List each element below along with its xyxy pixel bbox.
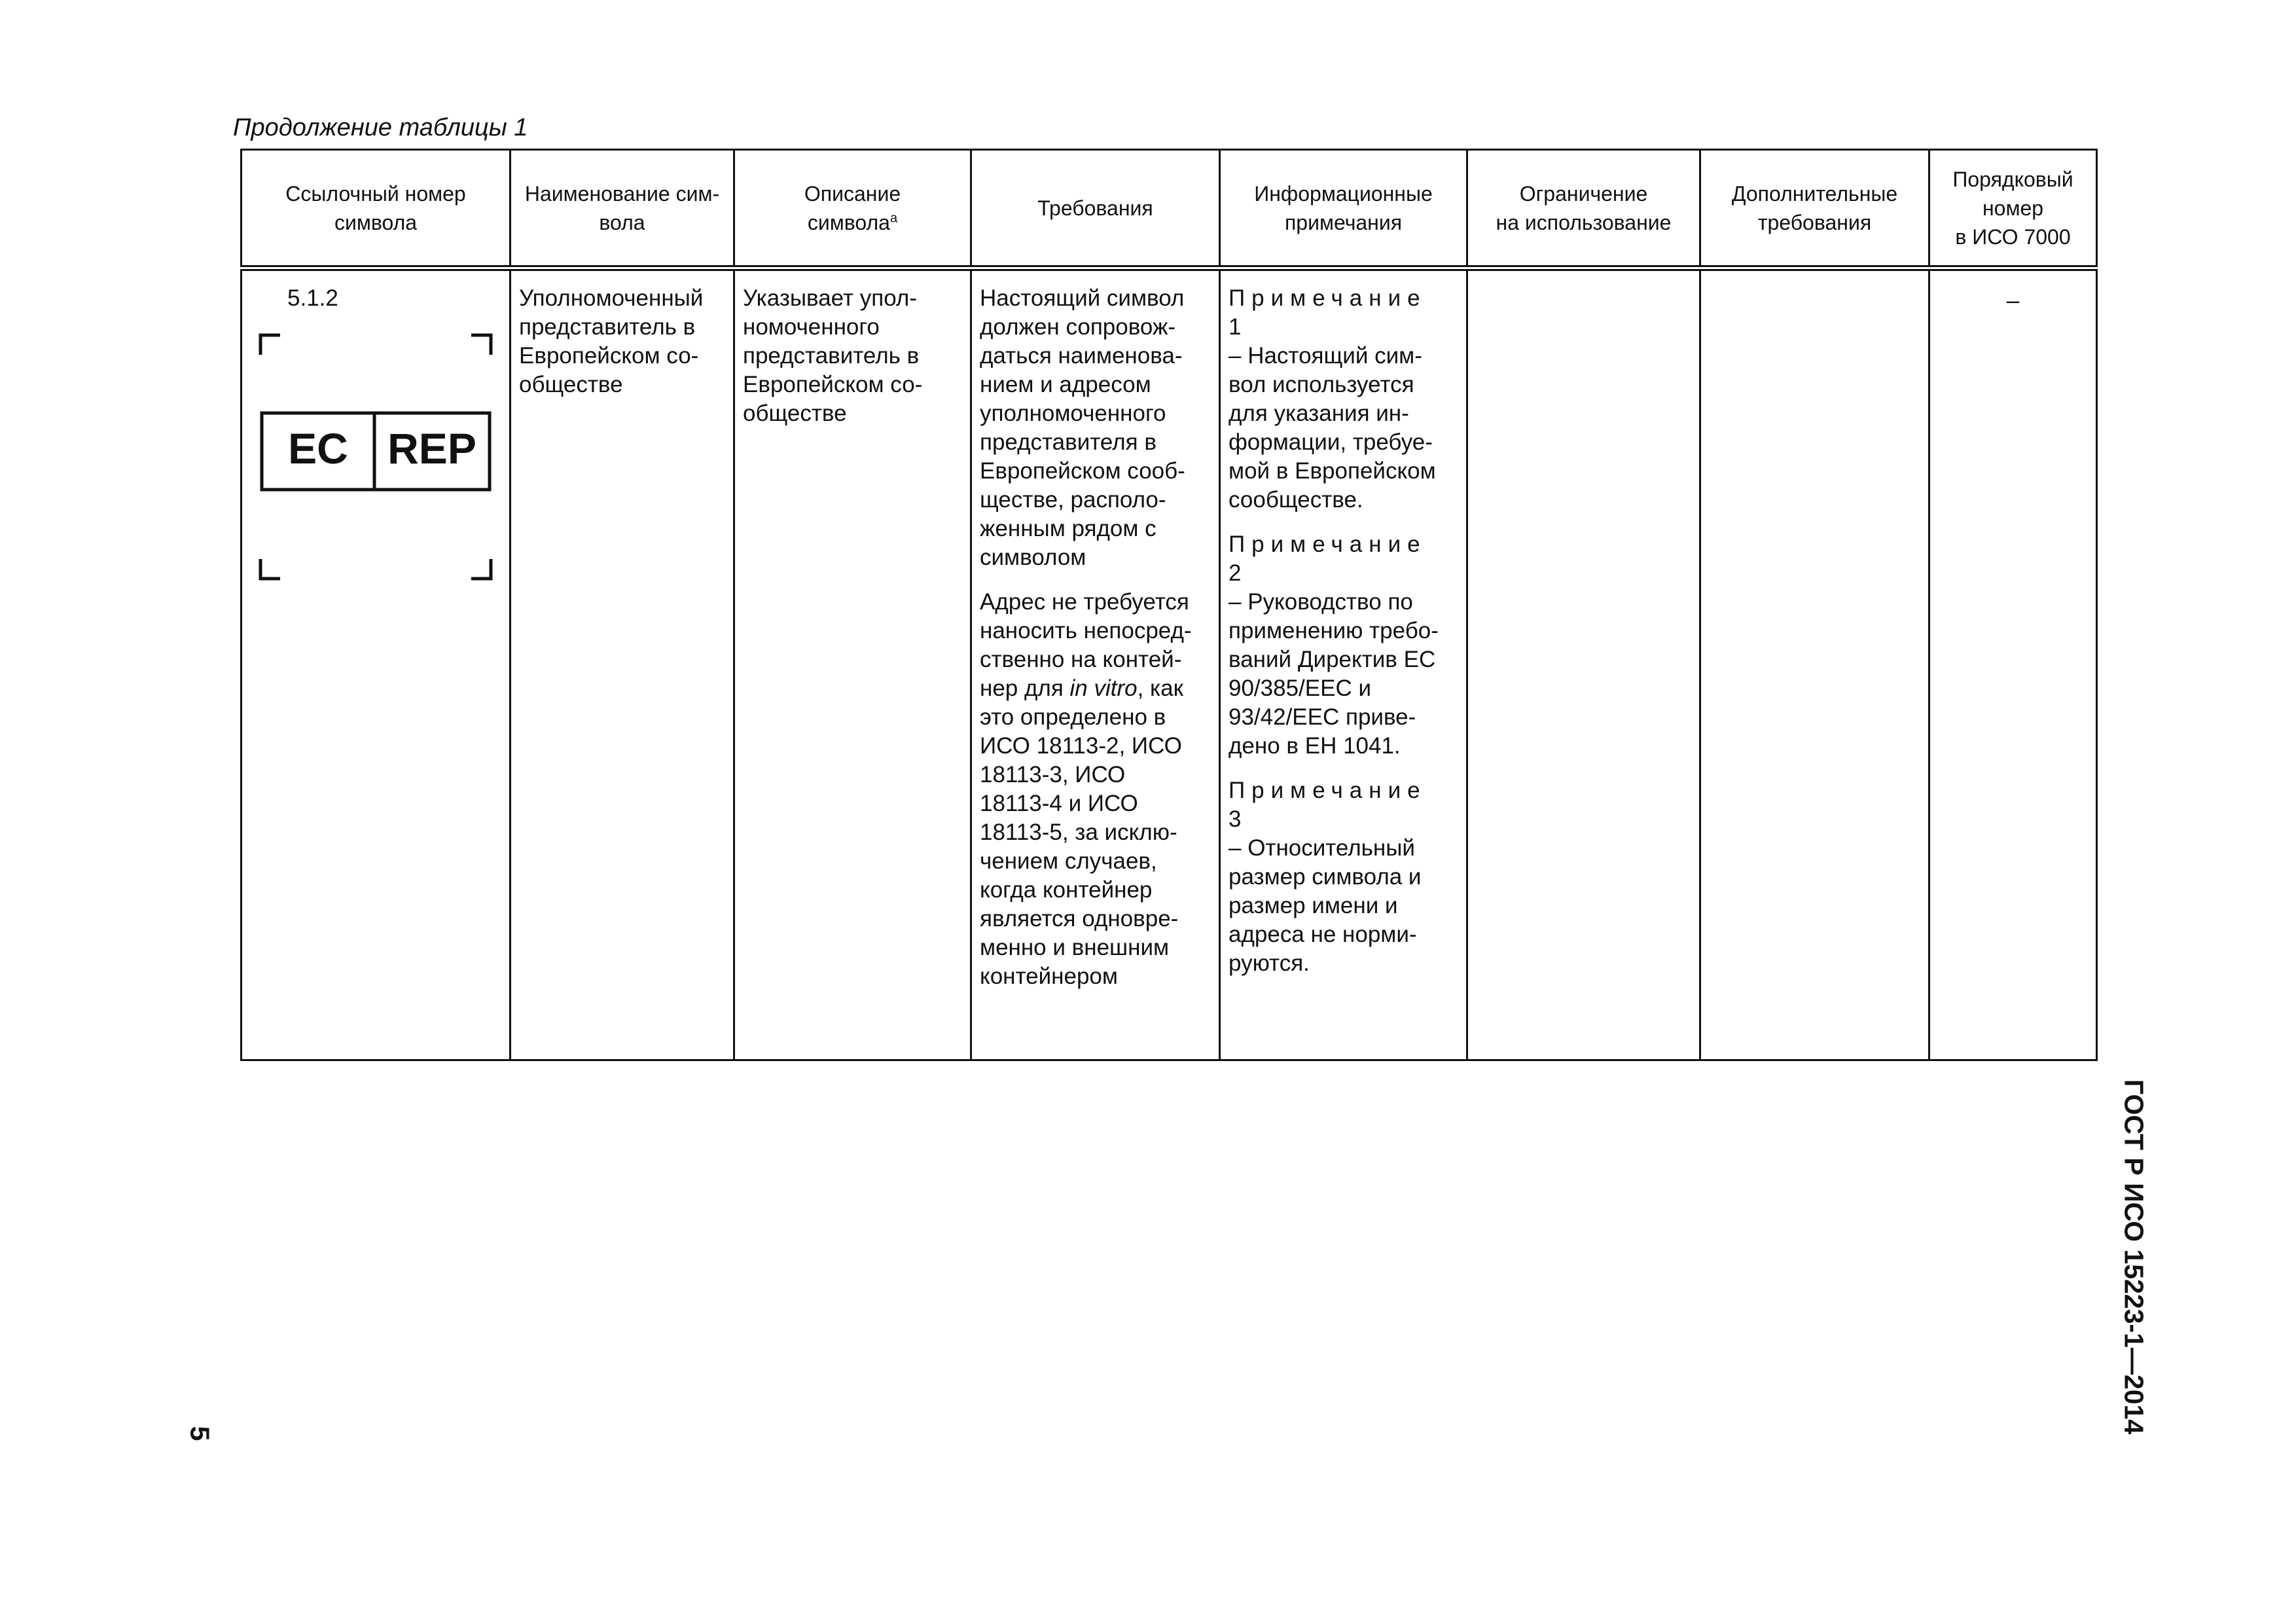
cell-ref-number: [242, 268, 511, 1060]
note-3: Примечание 3 – Относительный размер символа и размер имени и адреса не норми- руются.: [1229, 778, 1427, 976]
column-header-symbol-name: Наименование сим- вола: [511, 150, 734, 268]
column-header-iso-7000-number: Порядковый номер в ИСО 7000: [1929, 150, 2097, 268]
note-2: Примечание 2 – Руководство по применению требо- ваний Директив ЕС 90/385/EEC и 93/42/EEC приве- дено в ЕН 1041.: [1229, 532, 1439, 759]
column-header-restriction: Ограничение на использование: [1467, 150, 1700, 268]
note-2-label: Примечание 2: [1229, 532, 1427, 586]
note-1: Примечание 1 – Настоящий сим- вол используется для указания ин- формации, требуе- мой в Европейском сообществе.: [1229, 285, 1436, 513]
note-1-label: Примечание 1: [1229, 285, 1427, 340]
column-header-info-notes: Информационные примечания: [1220, 150, 1467, 268]
symbol-description: Указывает упол- номоченного представитель в Европейском со- обществе: [743, 285, 923, 426]
footnote-marker: a: [889, 210, 898, 225]
cell-requirements: [971, 268, 1220, 1060]
ec-rep-symbol-icon: [258, 333, 493, 581]
ec-text: EC: [288, 424, 348, 473]
cell-restriction: [1467, 268, 1700, 1060]
table-header-row: [242, 150, 2097, 268]
rep-text: REP: [387, 424, 476, 473]
note-3-label: Примечание 3: [1229, 778, 1427, 832]
ref-number: 5.1.2: [287, 285, 338, 311]
cell-description: [734, 268, 971, 1060]
requirements-paragraph-1: Настоящий символ должен сопровож- даться наименова- нием и адресом уполномоченного представителя в Европейском сооб- ществе, располо- женным рядом с символом: [980, 285, 1185, 570]
column-header-requirements: Требования: [971, 150, 1220, 268]
page-number: 5: [185, 1426, 215, 1441]
cell-additional-requirements: [1700, 268, 1929, 1060]
cell-symbol-name: [511, 268, 734, 1060]
column-header-ref-number: Ссылочный номер символа: [242, 150, 511, 268]
column-header-description: Описание символа$^a$: [734, 150, 971, 268]
iso-7000-number: –: [2006, 288, 2020, 314]
table-continuation-caption: Продолжение таблицы 1: [233, 114, 528, 141]
requirements-paragraph-2: Адрес не требуется наносить непосред- ственно на контей- нер для in vitro, как это определено в ИСО 18113-2, ИСО 18113-3, ИСО 18113-4 и ИСО 18113-5, за исклю- чением случаев, когда контейнер является одновре- менно и внешним контейнером: [980, 589, 1192, 989]
table-row: [242, 268, 2097, 1060]
symbols-table: [240, 149, 2098, 1061]
symbol-name: Уполномоченный представитель в Европейском со- обществе: [519, 285, 704, 397]
cell-iso-7000-number: [1929, 268, 2097, 1060]
cell-info-notes: [1220, 268, 1467, 1060]
document-designation: ГОСТ Р ИСО 15223-1—2014: [2119, 1079, 2149, 1435]
in-vitro-term: in vitro: [1069, 676, 1138, 701]
column-header-additional-requirements: Дополнительные требования: [1700, 150, 1929, 268]
